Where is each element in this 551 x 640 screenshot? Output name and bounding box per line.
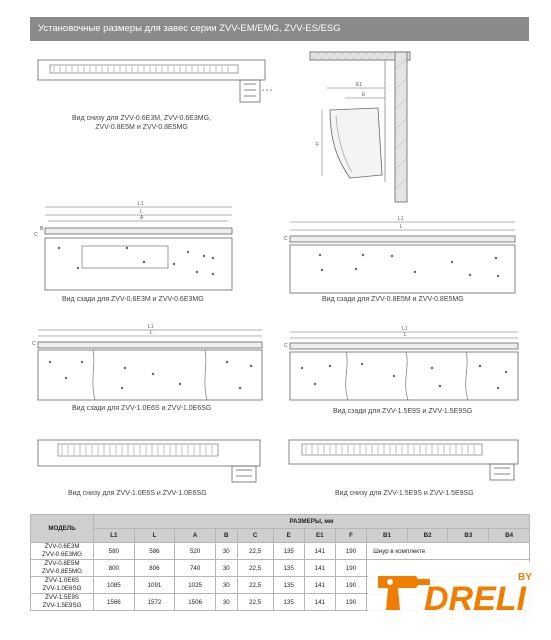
table-col-b1: B1 (367, 529, 408, 543)
cell-c: 22,5 (237, 560, 273, 577)
rear-view-08-drawing (290, 222, 515, 293)
dim-label-l-15: L (404, 332, 407, 338)
model-name: ZVV-1.5E9S (44, 594, 80, 601)
cell-f: 190 (335, 577, 366, 594)
caption-bottom-small (72, 114, 211, 132)
caption-bottom-15: Вид снизу для ZVV-1.5E9S и ZVV-1.5E9SG (335, 490, 474, 497)
caption-bottom-small-line2: ZVV-0.8E5M и ZVV-0.8E5MG (95, 124, 188, 131)
dim-label-e: E (362, 92, 366, 98)
cell-f: 190 (335, 594, 366, 611)
dim-label-b-06: B (40, 226, 44, 232)
caption-rear-08: Вид сзади для ZVV-0.8E5M и ZVV-0.8E5MG (322, 296, 464, 303)
dim-label-e1: E1 (356, 82, 363, 88)
dim-label-l1-06: L1 (138, 201, 144, 207)
cell-e: 135 (273, 560, 304, 577)
table-col-f: F (335, 529, 366, 543)
model-cell (31, 543, 94, 560)
table-header-model: МОДЕЛЬ (31, 515, 94, 543)
cell-e: 135 (273, 594, 304, 611)
page-title: Установочные размеры для завес серии ZVV-EM/EMG, ZVV-ES/ESG (38, 23, 341, 34)
table-col-e: E (273, 529, 304, 543)
cell-l: 1091 (134, 577, 175, 594)
rear-view-10-drawing (38, 330, 262, 400)
dim-label-l-06: L (140, 209, 143, 215)
cell-e1: 141 (304, 560, 335, 577)
table-col-b2: B2 (407, 529, 448, 543)
dim-label-c-06: C (34, 232, 38, 238)
table-col-b: B (215, 529, 237, 543)
cell-b: 30 (215, 594, 237, 611)
cell-b: 30 (215, 560, 237, 577)
cell-c: 22,5 (237, 577, 273, 594)
cell-l1: 1085 (94, 577, 135, 594)
cell-a: 740 (175, 560, 216, 577)
caption-bottom-small-line1: Вид снизу для ZVV-0.6E3M, ZVV-0.6E3MG, (72, 115, 212, 122)
caption-rear-06: Вид сзади для ZVV-0.6E3M и ZVV-0.6E3MG (62, 296, 204, 303)
cell-e1: 141 (304, 543, 335, 560)
cell-a: 1506 (175, 594, 216, 611)
cell-l: 806 (134, 560, 175, 577)
dim-label-l-08: L (400, 224, 403, 230)
cell-l1: 580 (94, 543, 135, 560)
cell-l: 586 (134, 543, 175, 560)
cell-e: 135 (273, 543, 304, 560)
rear-view-15-drawing (290, 332, 518, 400)
dim-label-a-06: A (140, 215, 144, 221)
cell-e1: 141 (304, 594, 335, 611)
table-row (31, 543, 530, 560)
table-col-l1: L1 (94, 529, 135, 543)
table-header-dims: РАЗМЕРЫ, мм (94, 515, 530, 529)
table-col-b3: B3 (448, 529, 489, 543)
model-name: ZVV-1.0E6SG (42, 585, 82, 592)
dim-label-c-15: C (284, 343, 288, 349)
cell-b: 30 (215, 577, 237, 594)
dim-label-l1-08: L1 (398, 216, 404, 222)
model-cell (31, 594, 94, 611)
model-cell (31, 560, 94, 577)
dreli-logo[interactable] (368, 562, 539, 624)
cell-f: 190 (335, 560, 366, 577)
model-name: ZVV-1.5E9SG (42, 602, 82, 609)
cell-l1: 800 (94, 560, 135, 577)
bottom-view-10-drawing (38, 440, 260, 482)
table-col-e1: E1 (304, 529, 335, 543)
cell-a: 1025 (175, 577, 216, 594)
caption-bottom-10: Вид снизу для ZVV-1.0E6S и ZVV-1.0E6SG (68, 490, 207, 497)
dim-label-c-10: C (32, 341, 36, 347)
cell-c: 22,5 (237, 594, 273, 611)
dim-label-l1-15: L1 (402, 326, 408, 332)
table-col-b4: B4 (489, 529, 530, 543)
cell-l1: 1566 (94, 594, 135, 611)
dim-label-f: F (316, 142, 320, 148)
dim-label-l1-10: L1 (148, 324, 154, 330)
model-name: ZVV-0.8E5MG (42, 568, 82, 575)
cell-a: 520 (175, 543, 216, 560)
caption-rear-10: Вид сзади для ZVV-1.0E6S и ZVV-1.0E6SG (72, 405, 212, 412)
dim-label-c-08: C (284, 236, 288, 242)
table-header-row-columns (31, 529, 530, 543)
side-view-drawing (310, 52, 410, 202)
logo-text: DRELI (424, 580, 526, 618)
model-name: ZVV-1.0E6S (44, 577, 80, 584)
model-name: ZVV-0.6E3MG (42, 551, 82, 558)
model-name: ZVV-0.8E5M (44, 560, 80, 567)
cell-cord-note: Шнур в комплекте (367, 543, 530, 560)
table-col-a: A (175, 529, 216, 543)
logo-by: BY (518, 572, 532, 583)
cell-e: 135 (273, 577, 304, 594)
dim-label-l-10: L (150, 330, 153, 336)
bottom-view-small-drawing (38, 60, 272, 102)
table-col-l: L (134, 529, 175, 543)
cell-l: 1572 (134, 594, 175, 611)
model-cell (31, 577, 94, 594)
cell-c: 22,5 (237, 543, 273, 560)
cell-e1: 141 (304, 577, 335, 594)
caption-rear-15: Вид сзади для ZVV-1.5E9S и ZVV-1.5E9SG (333, 408, 473, 415)
table-header-row-top (31, 515, 530, 529)
bottom-view-15-drawing (289, 440, 518, 480)
model-name: ZVV-0.6E3M (44, 543, 80, 550)
rear-view-06-drawing (45, 207, 232, 290)
cell-f: 190 (335, 543, 366, 560)
cell-b: 30 (215, 543, 237, 560)
table-col-c: C (237, 529, 273, 543)
